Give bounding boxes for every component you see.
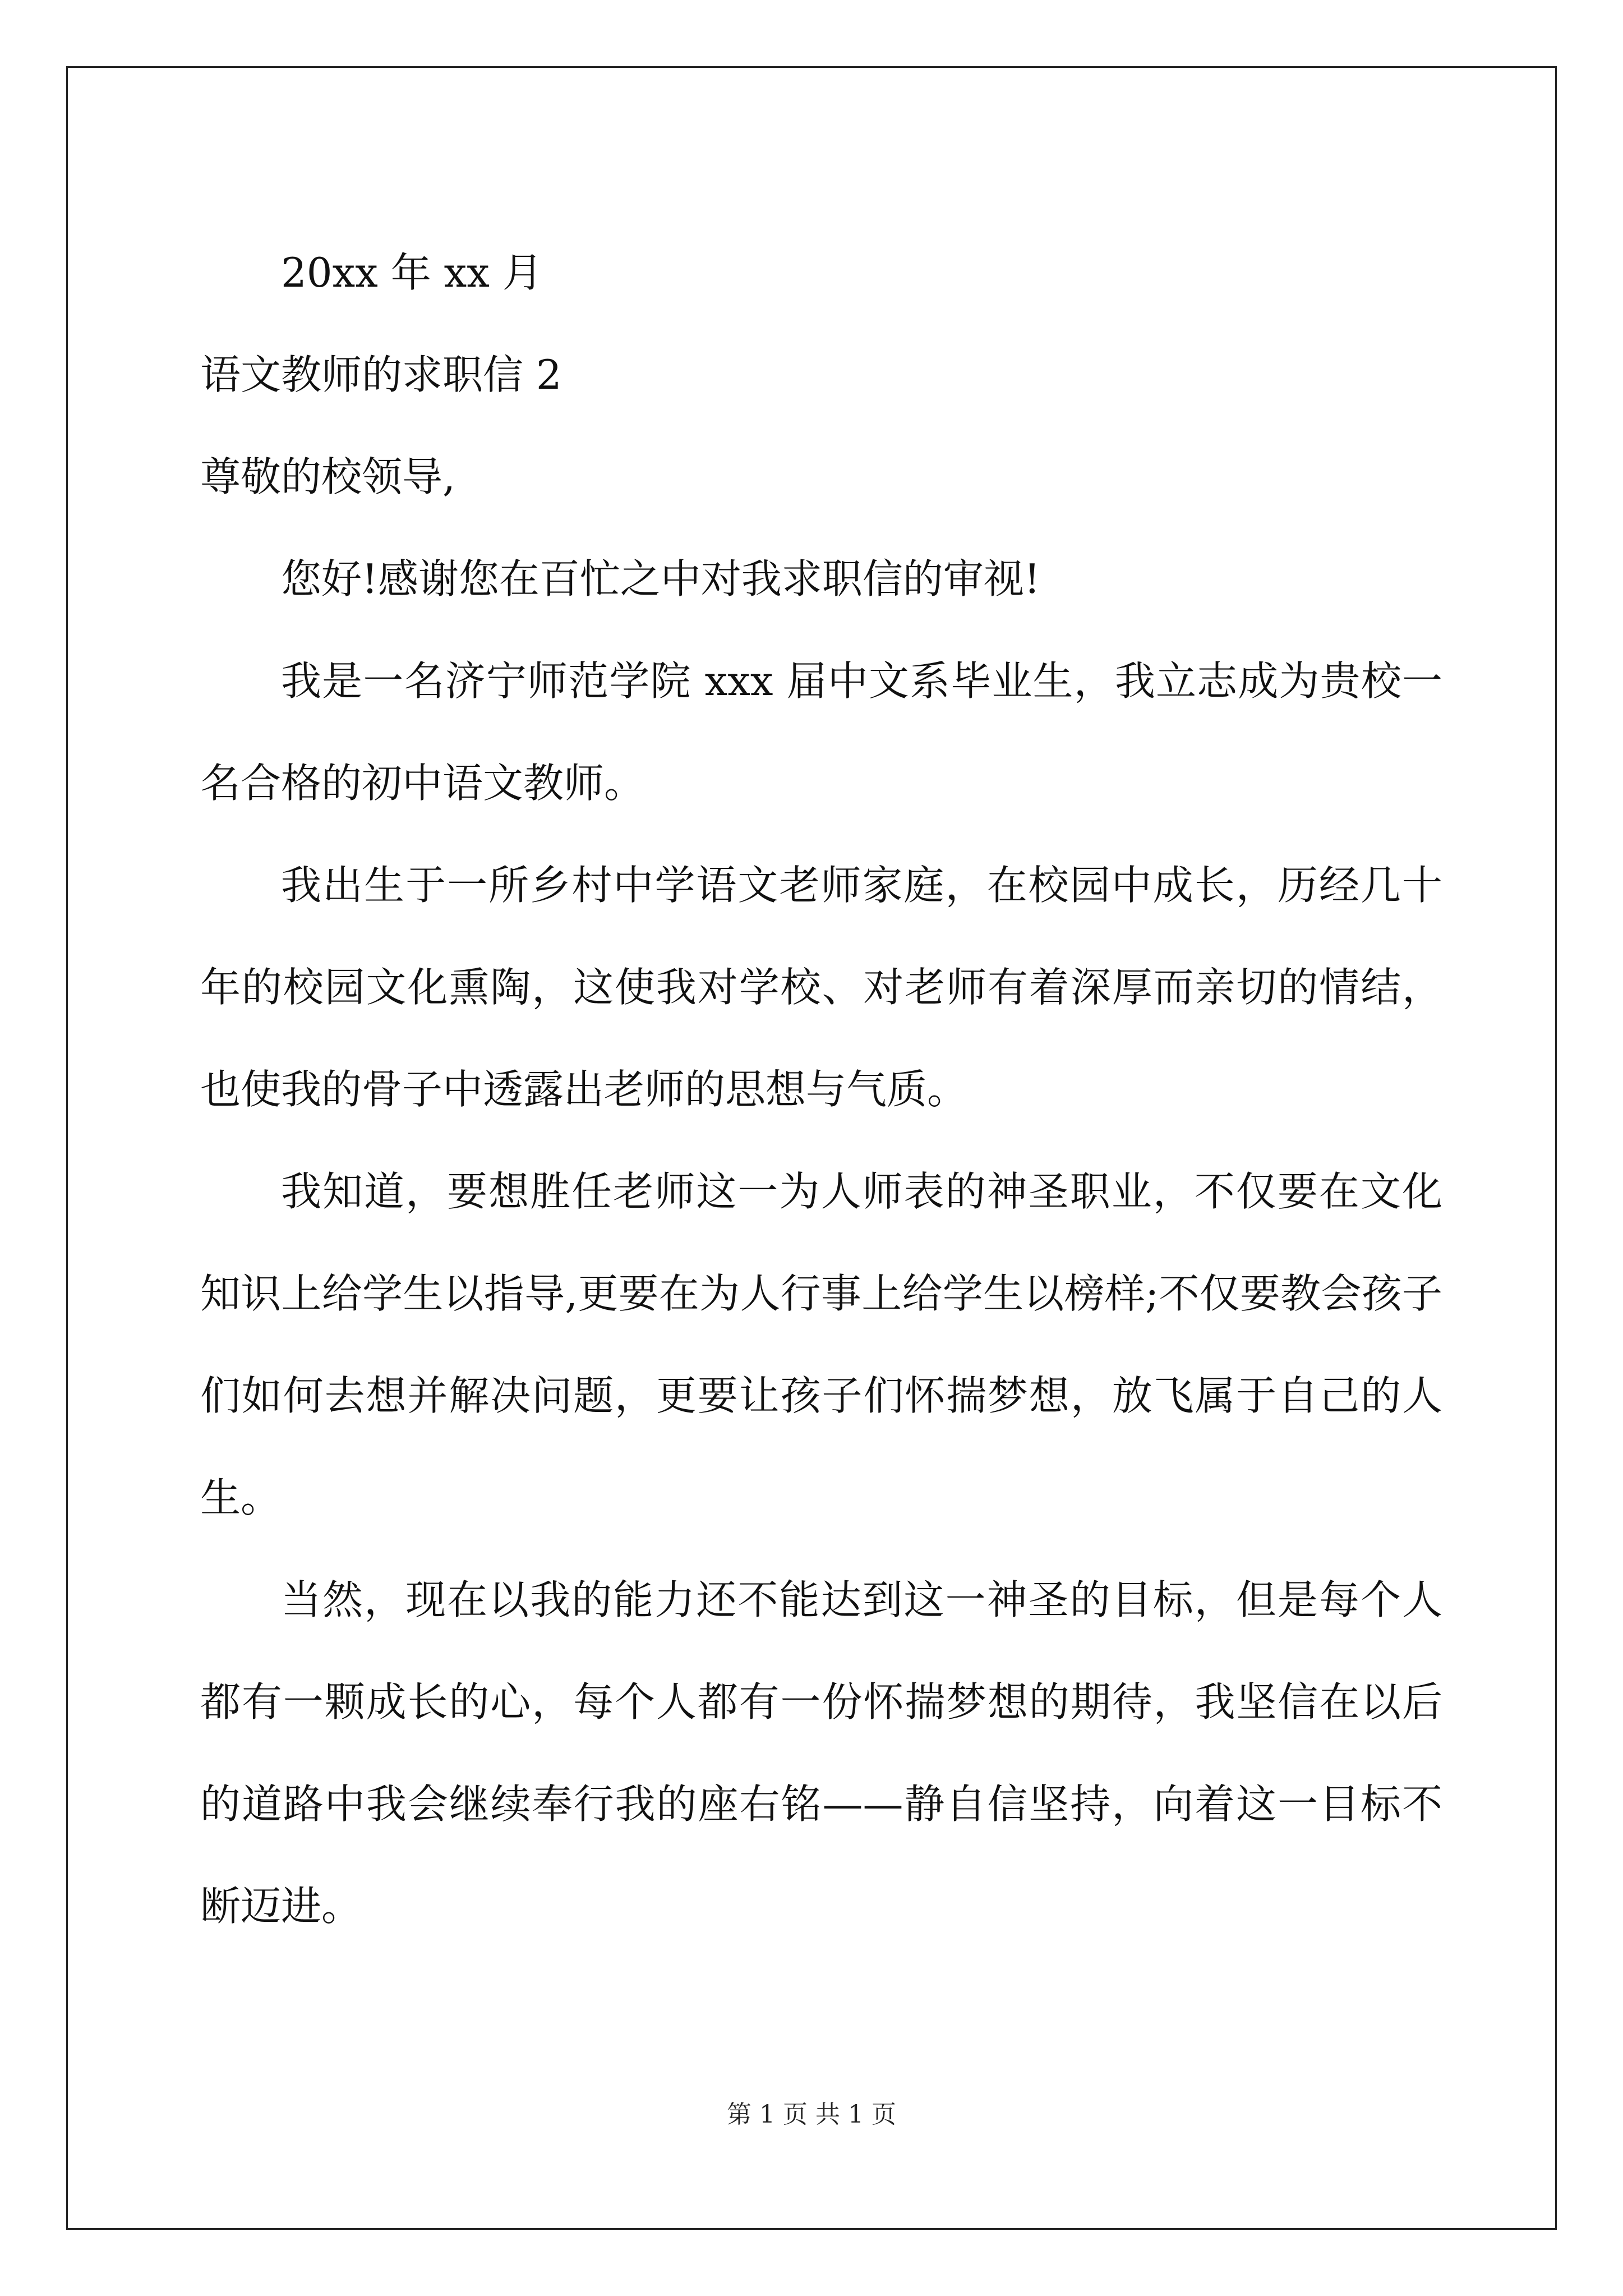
- salutation: 尊敬的校领导,: [200, 453, 455, 500]
- paragraph-aspiration: 我知道，要想胜任老师这一为人师表的神圣职业，不仅要在文化知识上给学生以指导,更要在为人行事上给学生以榜样;不仅要教会孩子们如何去想并解决问题，更要让孩子们怀揣梦想，放飞属于自己的人生。: [200, 1168, 1442, 1521]
- letter-title: 语文教师的求职信 2: [200, 351, 562, 398]
- paragraph-greeting: 您好!感谢您在百忙之中对我求职信的审视!: [281, 555, 1040, 602]
- paragraph-background: 我出生于一所乡村中学语文老师家庭，在校园中成长，历经几十年的校园文化熏陶，这使我对学校、对老师有着深厚而亲切的情结，也使我的骨子中透露出老师的思想与气质。: [200, 862, 1442, 1113]
- paragraph-introduction: 我是一名济宁师范学院 xxx 届中文系毕业生，我立志成为贵校一名合格的初中语文教师。: [200, 657, 1442, 807]
- document-body: [200, 222, 1442, 1957]
- date-line: 20xx 年 xx 月: [281, 249, 543, 296]
- page-number-footer: 第 1 页 共 1 页: [727, 2100, 896, 2129]
- paragraph-commitment: 当然，现在以我的能力还不能达到这一神圣的目标，但是每个人都有一颗成长的心，每个人都有一份怀揣梦想的期待，我坚信在以后的道路中我会继续奉行我的座右铭——静自信坚持，向着这一目标不断迈进。: [200, 1576, 1442, 1930]
